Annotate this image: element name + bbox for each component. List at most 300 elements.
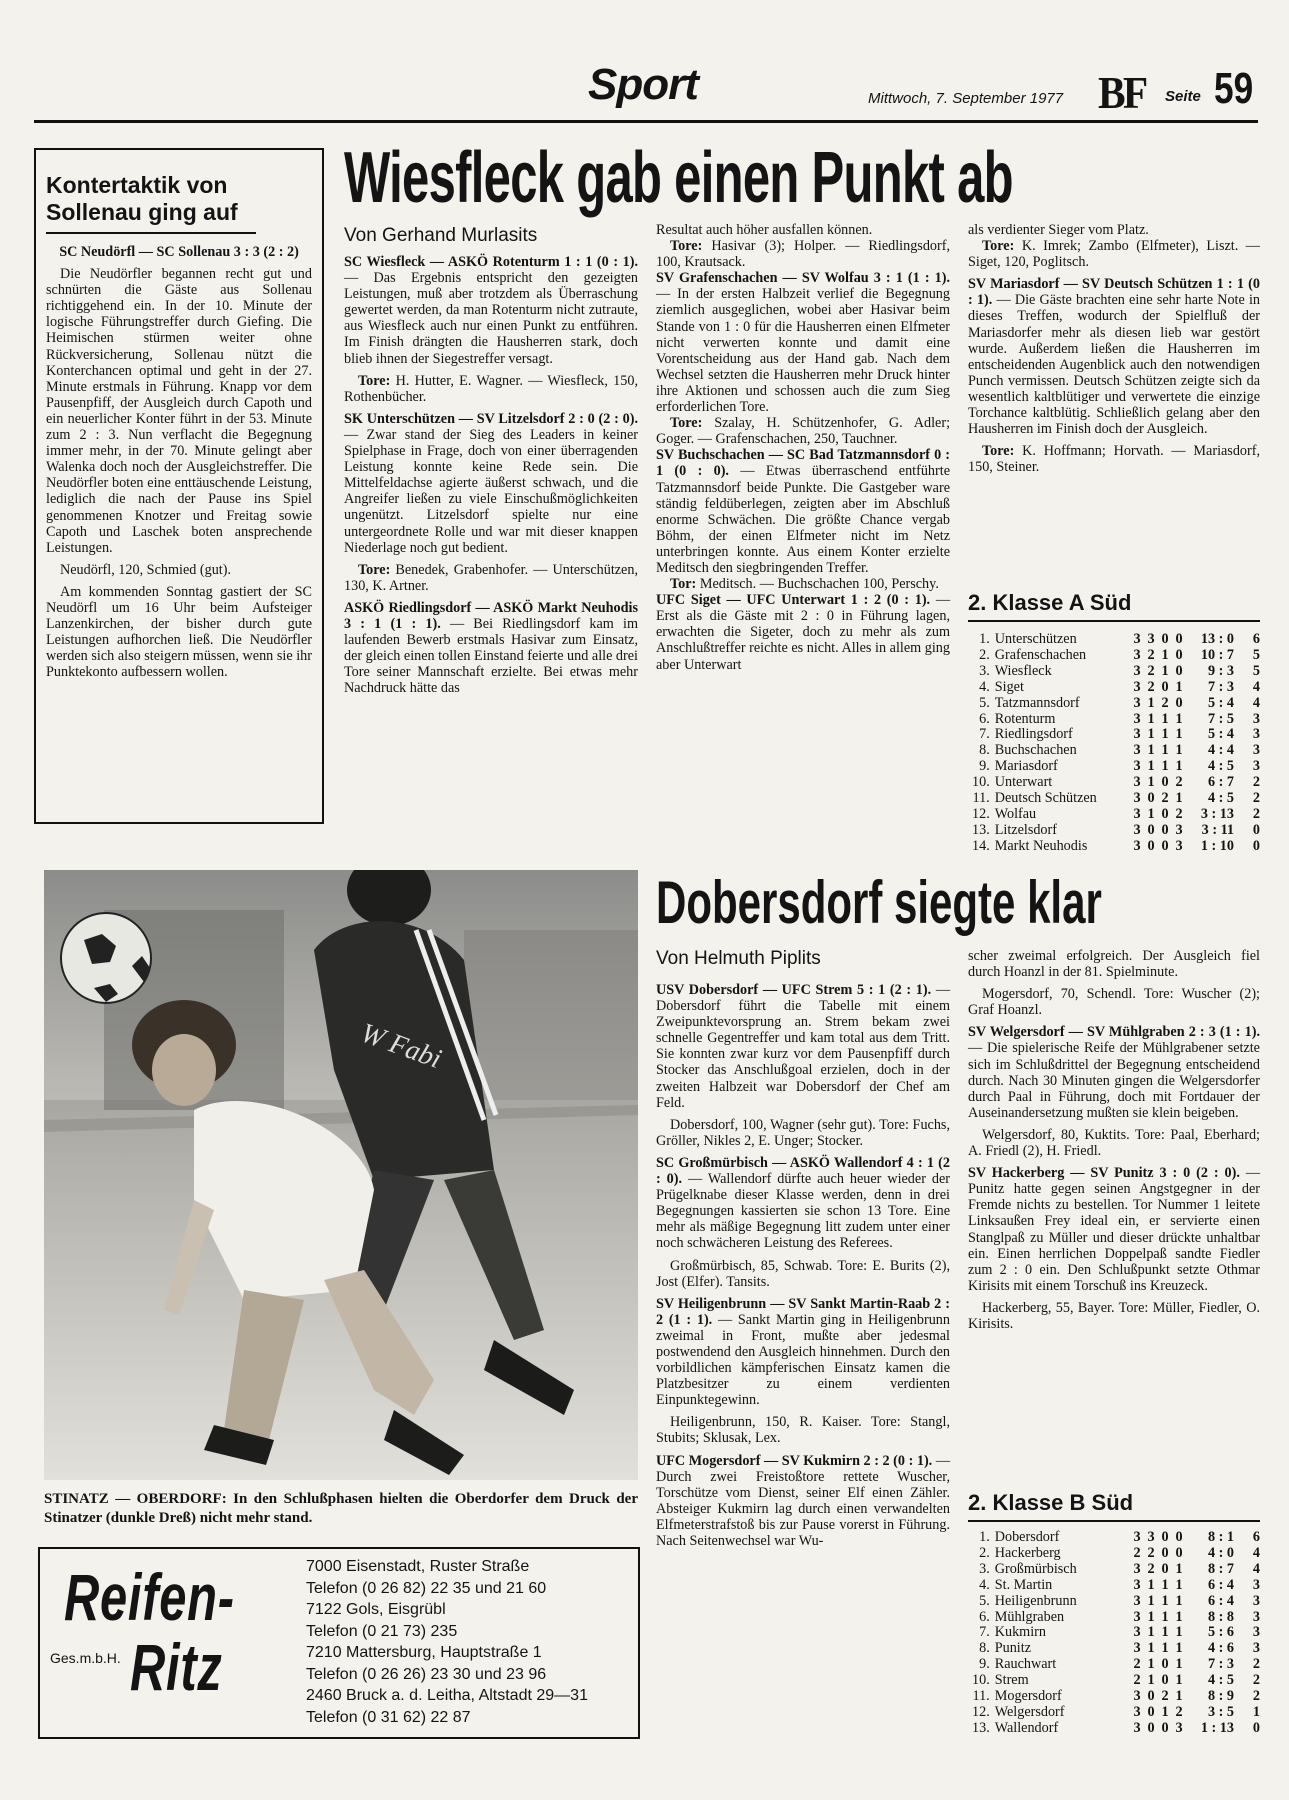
article1-column-3 <box>968 222 1260 475</box>
report-paragraph: SC Wiesfleck — ASKÖ Rotenturm 1 : 1 (0 : 1). — Das Ergebnis entspricht den gezeigten Leistungen, muß aber trotzdem als Überraschung gewertet werden, da man Rotenturm nicht zutraute, aus Wiesfleck auch nur einen Punkt zu entführen. Im Finish drängten die Hausherren stark, doch blieb ihnen der Siegestreffer versagt. <box>344 254 638 367</box>
drawn-cell: 1 <box>1161 758 1169 775</box>
table-row <box>972 775 1260 791</box>
sidebar-body <box>46 244 312 680</box>
goals-cell: 7 : 3 <box>1207 678 1234 695</box>
rank-cell: 12. <box>972 805 990 822</box>
points-cell: 2 <box>1252 1688 1260 1705</box>
drawn-cell: 0 <box>1161 1656 1169 1673</box>
drawn-cell: 0 <box>1161 837 1169 854</box>
rank-cell: 7. <box>979 1624 990 1641</box>
report-paragraph: SK Unterschützen — SV Litzelsdorf 2 : 0 (2 : 0). — Zwar stand der Sieg des Leaders in keiner Spielphase in Frage, doch von einer überragenden Leistung konnte keine Rede sein. Die Mittelfeldachse agierte äußerst schwach, und die Angreifer ließen zu viele Einschußmöglichkeiten ungenützt. Litzelsdorf spielte nur eine untergeordnete Rolle und war mit dieser knappen Niederlage noch gut bedient. <box>344 410 638 556</box>
goals-cell: 7 : 3 <box>1207 1656 1234 1673</box>
table-row <box>972 791 1260 807</box>
table-row <box>972 1657 1260 1673</box>
goals-cell: 8 : 7 <box>1207 1560 1234 1577</box>
rank-cell: 8. <box>979 1640 990 1657</box>
page-number: 59 <box>1214 64 1254 113</box>
won-cell: 1 <box>1147 694 1155 711</box>
ad-addresses <box>306 1556 588 1728</box>
points-cell: 0 <box>1252 837 1260 854</box>
team-cell: Punitz <box>994 1640 1031 1657</box>
table-row <box>972 1641 1260 1657</box>
lost-cell: 1 <box>1175 1672 1183 1689</box>
drawn-cell: 2 <box>1161 1688 1169 1705</box>
team-cell: Rauchwart <box>994 1656 1057 1673</box>
lost-cell: 1 <box>1175 758 1183 775</box>
drawn-cell: 1 <box>1161 1703 1169 1720</box>
standings-table-a <box>972 632 1260 855</box>
played-cell: 3 <box>1133 1576 1141 1593</box>
table-row <box>972 1546 1260 1562</box>
drawn-cell: 2 <box>1161 694 1169 711</box>
lost-cell: 1 <box>1175 742 1183 759</box>
lost-cell: 0 <box>1175 646 1183 663</box>
points-cell: 3 <box>1252 1608 1260 1625</box>
table-row <box>972 696 1260 712</box>
ad-phone-line: Telefon (0 26 82) 22 35 und 21 60 <box>306 1579 547 1597</box>
report-paragraph: SV Welgersdorf — SV Mühlgraben 2 : 3 (1 : 1). — Die spielerische Reife der Mühlgrabener setzte sich im Schlußdrittel der Begegnung entscheidend durch. Nach 30 Minuten gingen die Welgersdorfer durch Paal in Führung, doch mit Fortdauer der Auseinandersetzung mußten sie klein beigeben. <box>968 1024 1260 1121</box>
lost-cell: 1 <box>1175 1592 1183 1609</box>
goals-cell: 6 : 4 <box>1207 1576 1234 1593</box>
article1-byline: Von Gerhand Murlasits <box>344 225 538 246</box>
photo-caption: STINATZ — OBERDORF: In den Schlußphasen hielten die Oberdorfer dem Druck der Stinatzer (dunkle Dreß) nicht mehr stand. <box>44 1491 638 1526</box>
table-row <box>972 1578 1260 1594</box>
table-row <box>972 1625 1260 1641</box>
rank-cell: 13. <box>972 821 990 838</box>
lost-cell: 3 <box>1175 821 1183 838</box>
team-cell: Großmürbisch <box>994 1560 1077 1577</box>
report-paragraph: UFC Siget — UFC Unterwart 1 : 2 (0 : 1). — Erst als die Gäste mit 2 : 0 in Führung lagen, erwachten die Sigeter, doch zu mehr als zum Anschlußtreffer reichte es nicht. Alles in allem ging aber Unterwart <box>656 592 950 673</box>
match-summary: Mogersdorf, 70, Schendl. Tore: Wuscher (2); Graf Hoanzl. <box>968 986 1260 1019</box>
played-cell: 3 <box>1133 1640 1141 1657</box>
won-cell: 3 <box>1147 1529 1155 1545</box>
points-cell: 2 <box>1252 1672 1260 1689</box>
played-cell: 3 <box>1133 631 1141 647</box>
lost-cell: 1 <box>1175 726 1183 743</box>
played-cell: 2 <box>1133 1544 1141 1561</box>
lost-cell: 1 <box>1175 1656 1183 1673</box>
team-cell: St. Martin <box>994 1576 1053 1593</box>
ad-address-line: 7000 Eisenstadt, Ruster Straße <box>306 1558 530 1575</box>
played-cell: 3 <box>1133 742 1141 759</box>
rank-cell: 9. <box>979 758 990 775</box>
goals-cell: 1 : 13 <box>1200 1719 1234 1736</box>
report-paragraph: ASKÖ Riedlingsdorf — ASKÖ Markt Neuhodis 3 : 1 (1 : 1). — Bei Riedlingsdorf kam im laufenden Bewerb erstmals Hasivar zum Einsatz, der gleich einen tollen Einstand feierte und alle drei Tore seiner Mannschaft erzielte. Bei etwas mehr Nachdruck hätte das <box>344 599 638 697</box>
team-cell: Kukmirn <box>994 1624 1046 1641</box>
sidebar-title <box>46 172 312 226</box>
table-row <box>972 807 1260 823</box>
drawn-cell: 1 <box>1161 1592 1169 1609</box>
drawn-cell: 0 <box>1161 1672 1169 1689</box>
won-cell: 2 <box>1147 646 1155 663</box>
played-cell: 3 <box>1133 1703 1141 1720</box>
played-cell: 3 <box>1133 726 1141 743</box>
table-row <box>972 680 1260 696</box>
team-cell: Grafenschachen <box>994 646 1087 663</box>
played-cell: 3 <box>1133 821 1141 838</box>
won-cell: 0 <box>1147 1688 1155 1705</box>
rank-cell: 6. <box>979 1608 990 1625</box>
played-cell: 2 <box>1133 1656 1141 1673</box>
rank-cell: 8. <box>979 742 990 759</box>
lost-cell: 1 <box>1175 1688 1183 1705</box>
scorers-line: Tore: K. Hoffmann; Horvath. — Mariasdorf, 150, Steiner. <box>968 443 1261 476</box>
ad-brand-line1: Reifen- <box>64 1560 235 1634</box>
table-row <box>972 1705 1260 1721</box>
lost-cell: 1 <box>1175 1576 1183 1593</box>
drawn-cell: 1 <box>1161 646 1169 663</box>
played-cell: 3 <box>1133 837 1141 854</box>
rank-cell: 1. <box>979 1529 990 1545</box>
goals-cell: 4 : 5 <box>1207 790 1234 807</box>
report-paragraph: SV Mariasdorf — SV Deutsch Schützen 1 : 1 (0 : 1). — Die Gäste brachten eine sehr harte Note in dieses Treffen, wodurch der Spielfluß der Mariasdorfer mehr als diesen lieb war gestört wurde. Außerdem ließen die Hausherren im entscheidenden Augenblick auch den notwendigen Punch vermissen. Deutsch Schützen zeigte sich da wesentlich kaltblütiger und verwertete die einzige Torchance kaltblütig. Schließlich gelang aber den Hausherren im Finish doch der Ausgleich. <box>968 276 1260 438</box>
rank-cell: 11. <box>972 790 990 807</box>
header-rule <box>34 120 1258 123</box>
team-cell: Welgersdorf <box>994 1703 1065 1720</box>
goals-cell: 4 : 5 <box>1207 1672 1234 1689</box>
won-cell: 1 <box>1147 1672 1155 1689</box>
ad-address-line: 7122 Gols, Eisgrübl <box>306 1601 446 1618</box>
drawn-cell: 1 <box>1161 726 1169 743</box>
table-row <box>972 648 1260 664</box>
played-cell: 3 <box>1133 774 1141 791</box>
rank-cell: 3. <box>979 662 990 679</box>
lost-cell: 3 <box>1175 837 1183 854</box>
sidebar-title-rule <box>46 232 256 234</box>
scorers-line: Tore: Hasivar (3); Holper. — Riedlingsdorf, 100, Krautsack. <box>656 238 950 271</box>
standings-table-b <box>972 1530 1260 1737</box>
goals-cell: 4 : 6 <box>1207 1640 1234 1657</box>
points-cell: 2 <box>1252 790 1260 807</box>
drawn-cell: 1 <box>1161 1640 1169 1657</box>
points-cell: 4 <box>1252 678 1260 695</box>
won-cell: 2 <box>1147 678 1155 695</box>
won-cell: 0 <box>1147 837 1155 854</box>
points-cell: 5 <box>1252 646 1260 663</box>
table-row <box>972 712 1260 728</box>
points-cell: 6 <box>1252 1529 1260 1545</box>
played-cell: 3 <box>1133 790 1141 807</box>
lost-cell: 0 <box>1175 662 1183 679</box>
article1-headline: Wiesfleck gab einen Punkt ab <box>344 138 1013 218</box>
table-a-rule <box>968 620 1260 622</box>
won-cell: 2 <box>1147 1544 1155 1561</box>
rank-cell: 2. <box>979 1544 990 1561</box>
team-cell: Mariasdorf <box>994 758 1058 775</box>
won-cell: 1 <box>1147 805 1155 822</box>
lost-cell: 0 <box>1175 1544 1183 1561</box>
rank-cell: 10. <box>972 774 990 791</box>
lost-cell: 0 <box>1175 694 1183 711</box>
team-cell: Wiesfleck <box>994 662 1052 679</box>
rank-cell: 11. <box>972 1688 990 1705</box>
played-cell: 2 <box>1133 1672 1141 1689</box>
match-summary: Hackerberg, 55, Bayer. Tore: Müller, Fiedler, O. Kirisits. <box>968 1299 1260 1332</box>
won-cell: 3 <box>1147 631 1155 647</box>
played-cell: 3 <box>1133 662 1141 679</box>
played-cell: 3 <box>1133 758 1141 775</box>
rank-cell: 3. <box>979 1560 990 1577</box>
goals-cell: 8 : 8 <box>1207 1608 1234 1625</box>
newspaper-logo: BF <box>1098 67 1146 118</box>
drawn-cell: 1 <box>1161 662 1169 679</box>
goals-cell: 4 : 4 <box>1207 742 1234 759</box>
sidebar-paragraph: Die Neudörfler begannen recht gut und schnürten die Gäste aus Sollenau richtiggehend ein. In der 10. Minute der logische Führungstreffer durch Giefing. Die Heimischen stürmen weiter ohne Rückversicherung, Sollenau nützt die Konterchancen optimal und geht in der 27. Minute erstmals in Führung. Knapp vor dem Pausenpfiff, der Ausgleich durch Capoth und ein neuerlicher Konter führt in der 53. Minute zum 2 : 3. Nun verflacht die Begegnung immer mehr, in der 70. Minute gelingt aber Walenka doch noch der Ausgleichstreffer. Die Neudörfler boten eine enttäuschende Leistung, lediglich die nach der Pause ins Spiel genommenen Knotzer und Freitag sowie Capoth und Laschek boten ansprechende Leistungen. <box>46 266 312 556</box>
points-cell: 3 <box>1252 1624 1260 1641</box>
rank-cell: 7. <box>979 726 990 743</box>
won-cell: 1 <box>1147 758 1155 775</box>
played-cell: 3 <box>1133 1560 1141 1577</box>
goals-cell: 8 : 9 <box>1207 1688 1234 1705</box>
team-cell: Dobersdorf <box>994 1529 1060 1545</box>
table-b-title: 2. Klasse B Süd <box>968 1490 1134 1515</box>
table-row <box>972 1594 1260 1610</box>
match-photo <box>44 870 638 1480</box>
lost-cell: 0 <box>1175 631 1183 647</box>
ad-phone-line: Telefon (0 26 26) 23 30 und 23 96 <box>306 1665 547 1683</box>
points-cell: 3 <box>1252 1592 1260 1609</box>
ad-address-line: 2460 Bruck a. d. Leitha, Altstadt 29—31 <box>306 1687 588 1704</box>
points-cell: 2 <box>1252 805 1260 822</box>
lost-cell: 1 <box>1175 678 1183 695</box>
points-cell: 2 <box>1252 1656 1260 1673</box>
table-row <box>972 743 1260 759</box>
article2-byline: Von Helmuth Piplits <box>656 948 821 969</box>
table-row <box>972 1562 1260 1578</box>
ad-phone-line: Telefon (0 31 62) 22 87 <box>306 1708 471 1726</box>
team-cell: Riedlingsdorf <box>994 726 1073 743</box>
scorers-line: Tore: K. Imrek; Zambo (Elfmeter), Liszt. — Siget, 120, Poglitsch. <box>968 238 1260 271</box>
won-cell: 0 <box>1147 1719 1155 1736</box>
goals-cell: 4 : 0 <box>1207 1544 1234 1561</box>
table-row <box>972 1610 1260 1626</box>
lost-cell: 2 <box>1175 1703 1183 1720</box>
won-cell: 1 <box>1147 710 1155 727</box>
report-paragraph: SV Heiligenbrunn — SV Sankt Martin-Raab 2 : 2 (1 : 1). — Sankt Martin ging in Heiligenbrunn zweimal in Front, mußte aber jedesmal postwendend den Ausgleich hinnehmen. Durch den vorbildlichen kämpferischen Einsatz kamen die Platzbesitzer zu einem verdienten Einpunktegewinn. <box>656 1295 950 1409</box>
won-cell: 1 <box>1147 1592 1155 1609</box>
scorers-line: Tore: Szalay, H. Schützenhofer, G. Adler; Goger. — Grafenschachen, 250, Tauchner. <box>656 415 951 448</box>
played-cell: 3 <box>1133 805 1141 822</box>
won-cell: 0 <box>1147 1703 1155 1720</box>
drawn-cell: 0 <box>1161 805 1169 822</box>
match-summary: Heiligenbrunn, 150, R. Kaiser. Tore: Stangl, Stubits; Sklusak, Lex. <box>656 1414 950 1447</box>
goals-cell: 5 : 4 <box>1207 694 1234 711</box>
article2-column-1 <box>656 982 950 1549</box>
played-cell: 3 <box>1133 1688 1141 1705</box>
lost-cell: 0 <box>1175 1529 1183 1545</box>
lost-cell: 2 <box>1175 774 1183 791</box>
match-summary: Dobersdorf, 100, Wagner (sehr gut). Tore: Fuchs, Gröller, Nikles 2, E. Unger; Stocker. <box>656 1116 950 1149</box>
goals-cell: 10 : 7 <box>1200 646 1234 663</box>
played-cell: 3 <box>1133 1529 1141 1545</box>
won-cell: 0 <box>1147 821 1155 838</box>
points-cell: 3 <box>1252 710 1260 727</box>
issue-date: Mittwoch, 7. September 1977 <box>868 90 1064 107</box>
points-cell: 3 <box>1252 1640 1260 1657</box>
goals-cell: 3 : 11 <box>1201 821 1234 838</box>
article2-column-2 <box>968 948 1260 1332</box>
sidebar-match-heading: SC Neudörfl — SC Sollenau 3 : 3 (2 : 2) <box>59 244 299 260</box>
lost-cell: 1 <box>1175 790 1183 807</box>
report-continuation: als verdienter Sieger vom Platz. <box>968 222 1149 238</box>
goals-cell: 3 : 13 <box>1200 805 1234 822</box>
played-cell: 3 <box>1133 1592 1141 1609</box>
team-cell: Wallendorf <box>994 1719 1059 1736</box>
team-cell: Litzelsdorf <box>994 821 1057 838</box>
lost-cell: 1 <box>1175 710 1183 727</box>
points-cell: 4 <box>1252 1560 1260 1577</box>
lost-cell: 1 <box>1175 1624 1183 1641</box>
drawn-cell: 1 <box>1161 742 1169 759</box>
points-cell: 4 <box>1252 1544 1260 1561</box>
rank-cell: 4. <box>979 1576 990 1593</box>
scorers-line: Tore: Benedek, Grabenhofer. — Unterschützen, 130, K. Artner. <box>344 561 638 594</box>
sidebar-article <box>46 172 312 680</box>
goals-cell: 3 : 5 <box>1207 1703 1234 1720</box>
drawn-cell: 0 <box>1161 1544 1169 1561</box>
points-cell: 3 <box>1252 726 1260 743</box>
lost-cell: 1 <box>1175 1640 1183 1657</box>
report-continuation: Resultat auch höher ausfallen können. <box>656 222 873 238</box>
rank-cell: 9. <box>979 1656 990 1673</box>
table-a-title: 2. Klasse A Süd <box>968 590 1132 615</box>
sidebar-paragraph: Neudörfl, 120, Schmied (gut). <box>60 561 232 578</box>
rank-cell: 1. <box>979 631 990 647</box>
points-cell: 0 <box>1252 1719 1260 1736</box>
played-cell: 3 <box>1133 1719 1141 1736</box>
page-header <box>34 60 1256 126</box>
played-cell: 3 <box>1133 694 1141 711</box>
table-row <box>972 1530 1260 1546</box>
match-summary: Großmürbisch, 85, Schwab. Tore: E. Burits (2), Jost (Elfer). Tansits. <box>656 1257 950 1290</box>
points-cell: 6 <box>1252 631 1260 647</box>
team-cell: Deutsch Schützen <box>994 790 1097 807</box>
team-cell: Siget <box>994 678 1024 695</box>
drawn-cell: 1 <box>1161 710 1169 727</box>
won-cell: 1 <box>1147 1656 1155 1673</box>
scorers-line: Tore: H. Hutter, E. Wagner. — Wiesfleck, 150, Rothenbücher. <box>344 372 638 405</box>
ad-phone-line: Telefon (0 21 73) 235 <box>306 1622 458 1640</box>
report-paragraph: SV Buchschachen — SC Bad Tatzmannsdorf 0 : 1 (0 : 0). — Etwas überraschend entführte Tatzmannsdorf beide Punkte. Die Gastgeber ware ständig feldüberlegen, zeigten aber im Abschluß enorme Schwächen. Die größte Chance vergab Böhm, der einen Elfmeter nicht im Netz unterbringen konnte. Aus einem Konter erzielte Meditsch den siegbringenden Treffer. <box>656 447 950 576</box>
report-paragraph: SC Großmürbisch — ASKÖ Wallendorf 4 : 1 (2 : 0). — Wallendorf dürfte auch heuer wieder der Prügelknabe dieser Klasse werden, denn in drei Begegnungen kassierten sie schon 13 Tore. Eine mehr als mäßige Begegnung litt zudem unter einer noch schwächeren Leistung des Referees. <box>656 1154 950 1252</box>
drawn-cell: 0 <box>1161 1719 1169 1736</box>
goals-cell: 5 : 6 <box>1207 1624 1234 1641</box>
won-cell: 1 <box>1147 1640 1155 1657</box>
table-row <box>972 823 1260 839</box>
table-row <box>972 1673 1260 1689</box>
team-cell: Rotenturm <box>994 710 1056 727</box>
goals-cell: 5 : 4 <box>1207 726 1234 743</box>
table-row <box>972 727 1260 743</box>
points-cell: 3 <box>1252 742 1260 759</box>
team-cell: Heiligenbrunn <box>994 1592 1077 1609</box>
article1-column-2 <box>656 222 950 673</box>
won-cell: 1 <box>1147 1624 1155 1641</box>
drawn-cell: 0 <box>1161 678 1169 695</box>
rank-cell: 6. <box>979 710 990 727</box>
table-row <box>972 664 1260 680</box>
drawn-cell: 2 <box>1161 790 1169 807</box>
article1-column-1 <box>344 254 638 696</box>
played-cell: 3 <box>1133 646 1141 663</box>
points-cell: 1 <box>1252 1703 1260 1720</box>
lost-cell: 1 <box>1175 1560 1183 1577</box>
team-cell: Unterwart <box>994 774 1053 791</box>
report-paragraph: SV Grafenschachen — SV Wolfau 3 : 1 (1 : 1). — In der ersten Halbzeit verlief die Begegnung ziemlich ausgeglichen, wobei aber Hasivar beim Stande von 1 : 0 für die Hausherren einen Elfmeter nicht verwerten konnte und damit eine Vorentscheidung aus der Hand gab. Nach dem Wechsel setzten die Hausherren mehr Druck hinter ihre Aktionen und schossen auch die zum Sieg erforderlichen Tore. <box>656 270 950 416</box>
played-cell: 3 <box>1133 1608 1141 1625</box>
ad-company-form: Ges.m.b.H. <box>50 1650 121 1666</box>
report-paragraph: USV Dobersdorf — UFC Strem 5 : 1 (2 : 1). — Dobersdorf führt die Tabelle mit einem Zweipunktevorsprung an. Strem bekam zwei schnelle Gegentreffer und kam total aus dem Tritt. Sie konnten zwar kurz vor dem Pausenpfiff durch Stocker das Anschlußgoal erzielen, doch in der zweiten Halbzeit war Dobersdorf der Chef am Feld. <box>656 982 950 1111</box>
rank-cell: 10. <box>972 1672 990 1689</box>
drawn-cell: 1 <box>1161 1624 1169 1641</box>
scorers-line: Tor: Meditsch. — Buchschachen 100, Perschy. <box>670 576 939 593</box>
table-row <box>972 759 1260 775</box>
rank-cell: 2. <box>979 646 990 663</box>
points-cell: 3 <box>1252 758 1260 775</box>
won-cell: 0 <box>1147 790 1155 807</box>
won-cell: 2 <box>1147 662 1155 679</box>
drawn-cell: 0 <box>1161 1560 1169 1577</box>
team-cell: Mühlgraben <box>994 1608 1065 1625</box>
goals-cell: 6 : 7 <box>1207 774 1234 791</box>
points-cell: 4 <box>1252 694 1260 711</box>
played-cell: 3 <box>1133 1624 1141 1641</box>
sidebar-title-line2: Sollenau ging auf <box>46 199 238 225</box>
section-title: Sport <box>588 60 698 109</box>
svg-text:W Fabi: W Fabi <box>356 1017 446 1076</box>
table-b-rule <box>968 1520 1260 1522</box>
won-cell: 1 <box>1147 1576 1155 1593</box>
team-cell: Strem <box>994 1672 1029 1689</box>
goals-cell: 7 : 5 <box>1207 710 1234 727</box>
drawn-cell: 1 <box>1161 1608 1169 1625</box>
won-cell: 1 <box>1147 726 1155 743</box>
rank-cell: 5. <box>979 694 990 711</box>
match-photo-image <box>44 870 638 1480</box>
drawn-cell: 0 <box>1161 631 1169 647</box>
drawn-cell: 0 <box>1161 1529 1169 1545</box>
points-cell: 0 <box>1252 821 1260 838</box>
table-row <box>972 839 1260 855</box>
played-cell: 3 <box>1133 678 1141 695</box>
report-paragraph: SV Hackerberg — SV Punitz 3 : 0 (2 : 0). — Punitz hatte gegen seinen Angstgegner in der Fremde nichts zu bestellen. Tor Nummer 1 leitete Linksaußen Frey ideal ein, er servierte einen Stanglpaß zu Müller und dieser drückte unhaltbar ein. Einen herrlichen Doppelpaß sandte Fiedler zum 2 : 0 ein. Den Schlußpunkt setzte Othmar Kirisits mit einem Torschuß ins Kreuzeck. <box>968 1165 1260 1294</box>
report-continuation: scher zweimal erfolgreich. Der Ausgleich fiel durch Hoanzl in der 81. Spielminute. <box>968 948 1260 981</box>
lost-cell: 2 <box>1175 805 1183 822</box>
team-cell: Wolfau <box>994 805 1037 822</box>
article2-headline: Dobersdorf siegte klar <box>656 869 1102 936</box>
goals-cell: 1 : 10 <box>1200 837 1234 854</box>
team-cell: Tatzmannsdorf <box>994 694 1080 711</box>
rank-cell: 5. <box>979 1592 990 1609</box>
drawn-cell: 0 <box>1161 774 1169 791</box>
table-row <box>972 632 1260 648</box>
goals-cell: 6 : 4 <box>1207 1592 1234 1609</box>
won-cell: 2 <box>1147 1560 1155 1577</box>
points-cell: 3 <box>1252 1576 1260 1593</box>
table-row <box>972 1721 1260 1737</box>
lost-cell: 3 <box>1175 1719 1183 1736</box>
drawn-cell: 0 <box>1161 821 1169 838</box>
table-row <box>972 1689 1260 1705</box>
match-summary: Welgersdorf, 80, Kuktits. Tore: Paal, Eberhard; A. Friedl (2), H. Friedl. <box>968 1126 1260 1160</box>
lost-cell: 1 <box>1175 1608 1183 1625</box>
page-label: Seite <box>1165 88 1201 105</box>
goals-cell: 8 : 1 <box>1207 1529 1234 1545</box>
sidebar-title-line1: Kontertaktik von <box>46 172 228 198</box>
points-cell: 5 <box>1252 662 1260 679</box>
won-cell: 1 <box>1147 1608 1155 1625</box>
goals-cell: 13 : 0 <box>1200 631 1234 647</box>
